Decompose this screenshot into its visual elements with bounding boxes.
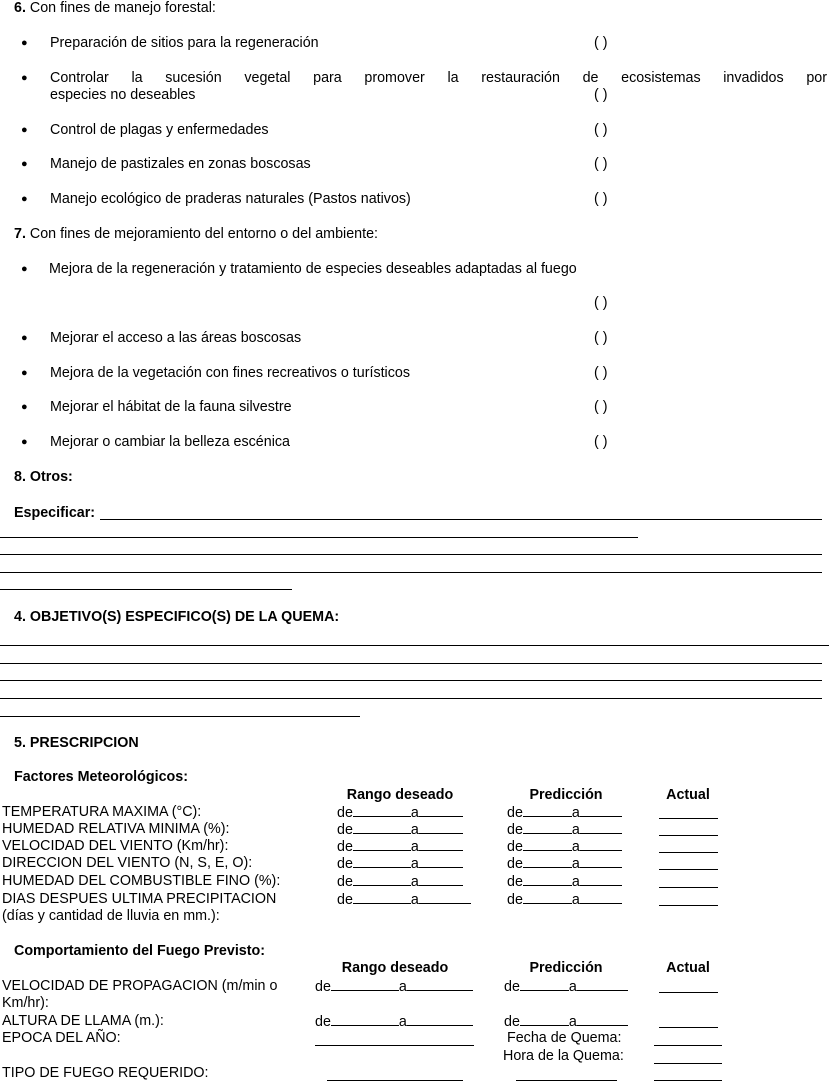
section-7-number: 7. [14,226,26,242]
de-label: de [507,892,523,908]
range-from-field[interactable] [353,873,411,886]
actual-field[interactable] [659,835,718,836]
checkbox[interactable]: ( ) [594,87,608,103]
column-header-prediction: Predicción [529,960,603,976]
prediction-to-field[interactable] [580,821,622,834]
fire-behavior-heading: Comportamiento del Fuego Previsto: [14,943,266,959]
a-label: a [571,892,580,908]
table-row-label: DIRECCION DEL VIENTO (N, S, E, O): [2,855,253,871]
checkbox[interactable]: ( ) [594,191,608,207]
de-label: de [337,856,353,872]
a-label: a [410,874,419,890]
prediction-to-field[interactable] [577,978,628,991]
prediction-field [507,873,622,890]
actual-field[interactable] [659,818,718,819]
de-label: de [337,822,353,838]
de-label: de [504,1014,520,1030]
range-from-field[interactable] [353,891,411,904]
table-row-label: DIAS DESPUES ULTIMA PRECIPITACION [2,891,277,907]
burn-date-label: Fecha de Quema: [507,1030,622,1046]
range-from-field[interactable] [331,1013,399,1026]
a-label: a [398,1014,407,1030]
list-item: Mejorar o cambiar la belleza escénica [50,434,290,450]
table-row-label: HUMEDAD DEL COMBUSTIBLE FINO (%): [2,873,281,889]
bullet-icon: ● [21,158,28,170]
section-8-heading: 8. Otros: [14,469,73,485]
a-label: a [571,822,580,838]
range-field [337,821,463,838]
checkbox[interactable]: ( ) [594,295,608,311]
bullet-icon: ● [21,193,28,205]
bullet-icon: ● [21,401,28,413]
range-from-field[interactable] [353,855,411,868]
prediction-to-field[interactable] [580,804,622,817]
column-header-range: Rango deseado [346,787,454,803]
actual-field[interactable] [659,1027,718,1028]
bullet-icon: ● [21,72,28,84]
objective-line[interactable] [0,645,829,646]
meteo-heading: Factores Meteorológicos: [14,769,188,785]
table-row-label: ALTURA DE LLAMA (m.): [2,1013,164,1029]
range-to-field[interactable] [407,1013,473,1026]
range-field [337,804,463,821]
list-item: Manejo de pastizales en zonas boscosas [50,156,311,172]
objective-line[interactable] [0,663,822,664]
range-to-field[interactable] [419,891,471,904]
table-row-label: EPOCA DEL AÑO: [2,1030,121,1046]
a-label: a [410,839,419,855]
prediction-to-field[interactable] [580,891,622,904]
bullet-icon: ● [21,436,28,448]
prediction-from-field[interactable] [520,1013,569,1026]
checkbox[interactable]: ( ) [594,434,608,450]
range-field [337,838,463,855]
prediction-field [507,821,622,838]
a-label: a [410,892,419,908]
objective-line[interactable] [0,716,360,717]
fire-type-prediction-field[interactable] [516,1080,617,1081]
specify-line[interactable] [0,554,822,555]
checkbox[interactable]: ( ) [594,122,608,138]
prediction-field [507,891,622,908]
bullet-icon: ● [21,332,28,344]
list-item: Mejora de la regeneración y tratamiento de especies deseables adaptadas al fuego [49,261,577,277]
specify-line[interactable] [0,537,638,538]
prediction-field [507,838,622,855]
table-row-label: TEMPERATURA MAXIMA (°C): [2,804,202,820]
a-label: a [398,979,407,995]
specify-line[interactable] [0,589,292,590]
prediction-from-field[interactable] [523,821,572,834]
prediction-from-field[interactable] [523,873,572,886]
prediction-from-field[interactable] [523,804,572,817]
column-header-actual: Actual [666,960,710,976]
bullet-icon: ● [21,367,28,379]
list-item-continuation: especies no deseables [50,87,196,103]
checkbox[interactable]: ( ) [594,156,608,172]
section-5-heading: 5. PRESCRIPCION [14,735,139,751]
de-label: de [337,839,353,855]
a-label: a [410,856,419,872]
de-label: de [504,979,520,995]
prediction-from-field[interactable] [523,891,572,904]
season-field[interactable] [315,1045,474,1046]
range-field [337,891,471,908]
section-7-title: Con fines de mejoramiento del entorno o del ambiente: [25,226,379,242]
section-6-number: 6. [14,0,26,16]
a-label: a [568,1014,577,1030]
specify-label: Especificar: [14,505,96,521]
de-label: de [337,892,353,908]
table-row-label: VELOCIDAD DEL VIENTO (Km/hr): [2,838,229,854]
list-item: Control de plagas y enfermedades [50,122,269,138]
burn-time-label: Hora de la Quema: [503,1048,624,1064]
range-field [337,873,463,890]
column-header-range: Rango deseado [341,960,449,976]
list-item: Manejo ecológico de praderas naturales (Pastos nativos) [50,191,411,207]
range-field [337,855,463,872]
de-label: de [507,805,523,821]
checkbox[interactable]: ( ) [594,35,608,51]
range-from-field[interactable] [353,821,411,834]
a-label: a [410,822,419,838]
fire-type-field[interactable] [327,1080,463,1081]
section-7-heading [14,226,378,243]
burn-date-field[interactable] [654,1045,722,1046]
de-label: de [507,874,523,890]
bullet-icon: ● [21,37,28,49]
prediction-from-field[interactable] [523,855,572,868]
table-row-note: (días y cantidad de lluvia en mm.): [2,908,220,924]
fire-type-actual-field[interactable] [654,1080,722,1081]
list-item: Mejorar el hábitat de la fauna silvestre [50,399,292,415]
prediction-to-field[interactable] [580,855,622,868]
range-to-field[interactable] [419,838,463,851]
list-item: Controlar la sucesión vegetal para promover la restauración de ecosistemas invadidos por [50,70,827,86]
specify-line[interactable] [0,572,822,573]
bullet-icon: ● [21,124,28,136]
list-item: Preparación de sitios para la regeneración [50,35,319,51]
range-field [315,1013,473,1030]
range-from-field[interactable] [353,838,411,851]
table-row-label: TIPO DE FUEGO REQUERIDO: [2,1065,209,1081]
a-label: a [571,805,580,821]
de-label: de [337,874,353,890]
section-6-title: Con fines de manejo forestal: [25,0,216,16]
range-to-field[interactable] [419,821,463,834]
range-to-field[interactable] [407,978,473,991]
burn-time-field[interactable] [654,1063,722,1064]
section-6-heading [14,0,216,17]
de-label: de [315,1014,331,1030]
a-label: a [571,856,580,872]
range-from-field[interactable] [353,804,411,817]
de-label: de [315,979,331,995]
checkbox[interactable]: ( ) [594,365,608,381]
column-header-prediction: Predicción [529,787,603,803]
table-row-label: Km/hr): [2,995,49,1011]
bullet-icon: ● [21,263,28,275]
list-item: Mejora de la vegetación con fines recreativos o turísticos [50,365,410,381]
prediction-field [507,804,622,821]
table-row-label: HUMEDAD RELATIVA MINIMA (%): [2,821,230,837]
de-label: de [507,839,523,855]
a-label: a [410,805,419,821]
actual-field[interactable] [659,905,718,906]
section-4-heading: 4. OBJETIVO(S) ESPECIFICO(S) DE LA QUEMA: [14,609,340,625]
range-to-field[interactable] [419,804,463,817]
prediction-from-field[interactable] [523,838,572,851]
actual-field[interactable] [659,852,718,853]
de-label: de [337,805,353,821]
checkbox[interactable]: ( ) [594,330,608,346]
specify-field[interactable] [100,519,822,520]
range-from-field[interactable] [331,978,399,991]
column-header-actual: Actual [666,787,710,803]
range-field [315,978,473,995]
prediction-field [504,978,628,995]
prediction-field [504,1013,628,1030]
objective-line[interactable] [0,698,822,699]
prediction-from-field[interactable] [520,978,569,991]
prediction-to-field[interactable] [580,873,622,886]
table-row-label: VELOCIDAD DE PROPAGACION (m/min o [2,978,278,994]
actual-field[interactable] [659,869,718,870]
checkbox[interactable]: ( ) [594,399,608,415]
actual-field[interactable] [659,992,718,993]
actual-field[interactable] [659,887,718,888]
a-label: a [571,874,580,890]
range-to-field[interactable] [419,855,463,868]
objective-line[interactable] [0,680,822,681]
de-label: de [507,822,523,838]
prediction-to-field[interactable] [580,838,622,851]
de-label: de [507,856,523,872]
range-to-field[interactable] [419,873,463,886]
prediction-to-field[interactable] [577,1013,628,1026]
a-label: a [568,979,577,995]
a-label: a [571,839,580,855]
list-item: Mejorar el acceso a las áreas boscosas [50,330,302,346]
prediction-field [507,855,622,872]
